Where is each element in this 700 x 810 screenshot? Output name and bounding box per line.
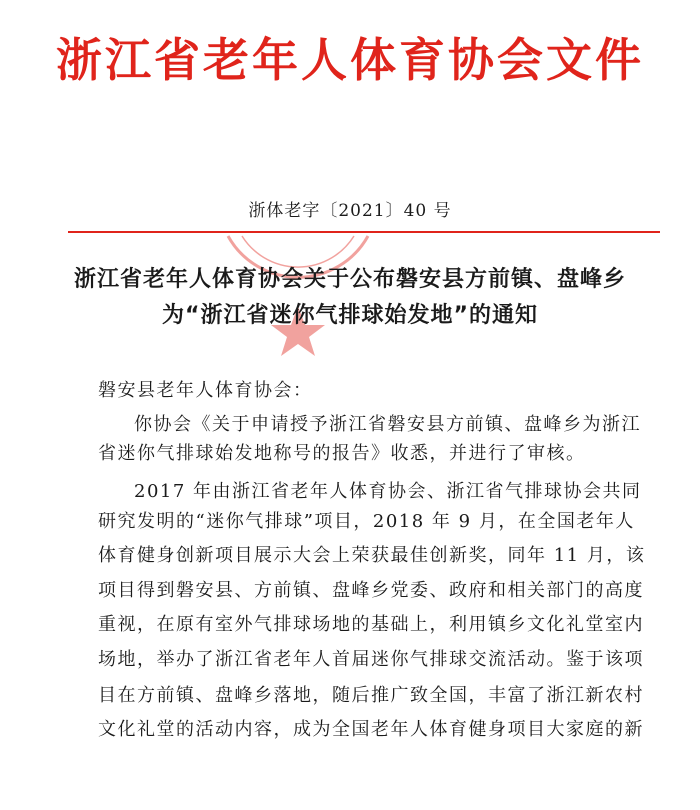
body-line: 省迷你气排球始发地称号的报告》收悉，并进行了审核。 (98, 443, 586, 464)
body-line: 重视，在原有室外气排球场地的基础上，利用镇乡文化礼堂室内 (98, 614, 644, 635)
masthead-title: 浙江省老年人体育协会文件 (56, 33, 644, 87)
body-line: 目在方前镇、盘峰乡落地，随后推广致全国，丰富了浙江新农村 (98, 685, 644, 706)
body-line: 体育健身创新项目展示大会上荣获最佳创新奖，同年 11 月，该 (98, 545, 646, 566)
body-line: 场地，举办了浙江省老年人首届迷你气排球交流活动。鉴于该项 (98, 649, 644, 670)
body-line: 项目得到磐安县、方前镇、盘峰乡党委、政府和相关部门的高度 (98, 580, 644, 601)
body-line: 文化礼堂的活动内容，成为全国老年人体育健身项目大家庭的新 (98, 719, 644, 740)
salutation: 磐安县老年人体育协会： (98, 380, 313, 401)
notice-title-line-2: 为“浙江省迷你气排球始发地”的通知 (162, 303, 538, 328)
notice-title-line-1: 浙江省老年人体育协会关于公布磐安县方前镇、盘峰乡 (73, 267, 626, 292)
body-line: 你协会《关于申请授予浙江省磐安县方前镇、盘峰乡为浙江 (134, 414, 641, 435)
body-line: 2017 年由浙江省老年人体育协会、浙江省气排球协会共同 (134, 481, 642, 502)
body-line: 研究发明的“迷你气排球”项目，2018 年 9 月，在全国老年人 (98, 511, 635, 532)
document-number: 浙体老字〔2021〕40 号 (248, 201, 452, 221)
